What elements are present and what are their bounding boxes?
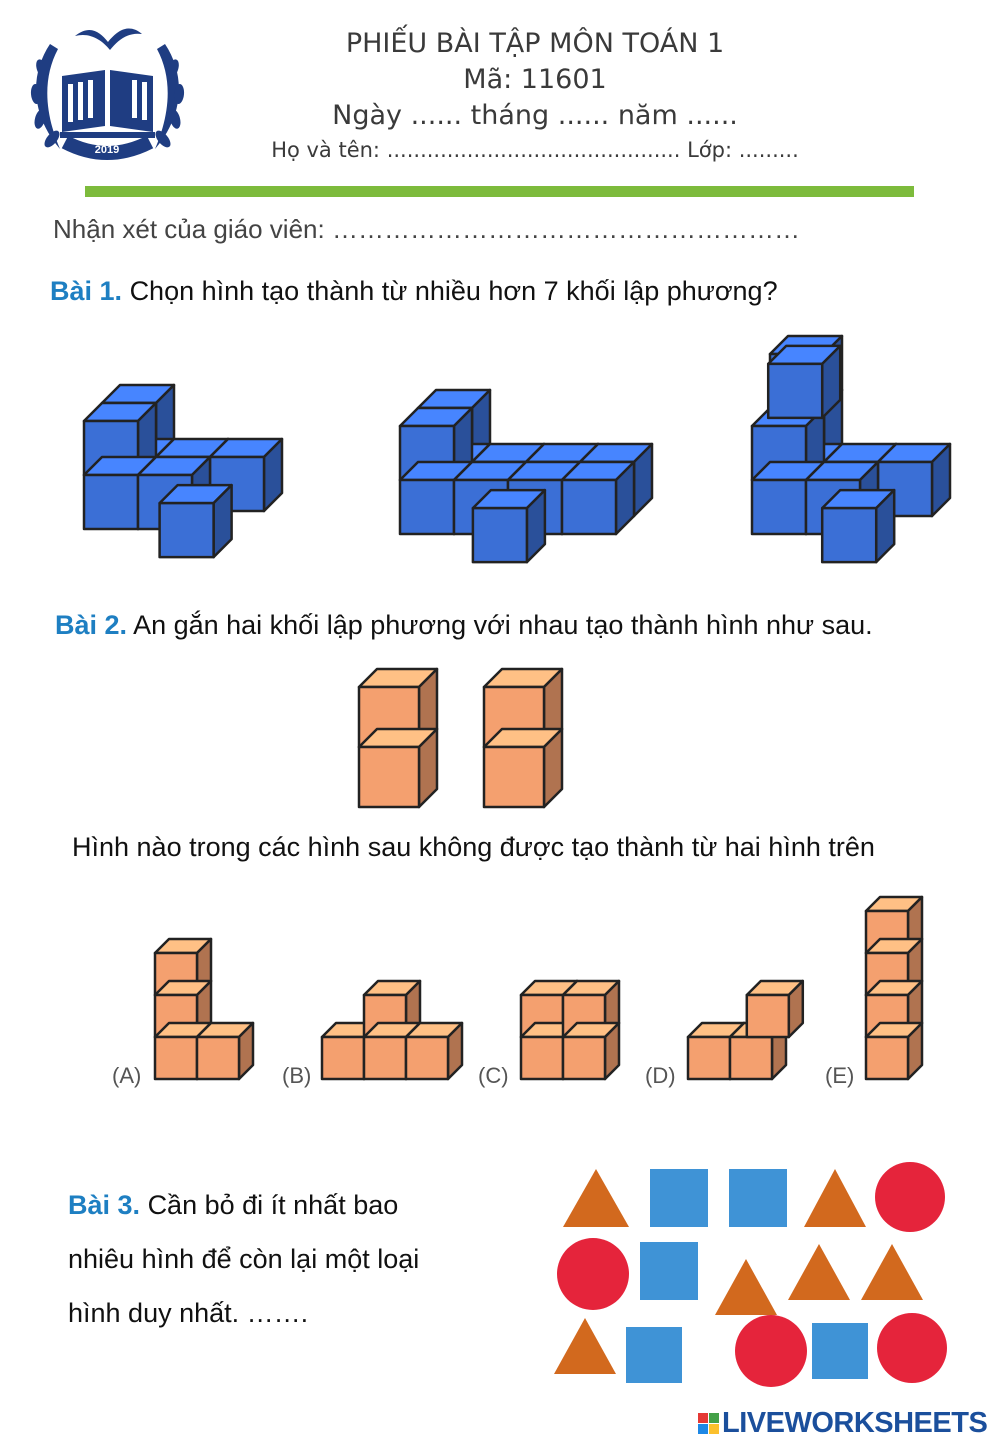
bai3-label: Bài 3. [68, 1190, 141, 1220]
circle-shape [877, 1313, 947, 1383]
triangle-shape [804, 1169, 866, 1227]
worksheet-code: Mã: 11601 [463, 64, 607, 95]
bai1-text: Chọn hình tạo thành từ nhiều hơn 7 khối lập phương? [129, 276, 778, 306]
option-label-d: (D) [645, 1063, 676, 1088]
fig1-cube [160, 485, 232, 557]
fig3-cube [768, 346, 840, 418]
bai3-line2: nhiêu hình để còn lại một loại [68, 1244, 420, 1274]
option-d-cube [747, 981, 803, 1037]
bai3-shapes [550, 1150, 970, 1400]
bai2-pieces [0, 660, 1000, 810]
bai3-question [68, 1178, 419, 1340]
triangle-shape [715, 1259, 777, 1315]
option-label-c: (C) [478, 1063, 509, 1088]
watermark-text: LIVEWORKSHEETS [722, 1406, 988, 1439]
school-logo [20, 14, 195, 169]
option-a-cube [197, 1023, 253, 1079]
bai3-line3: hình duy nhất. ……. [68, 1298, 309, 1328]
page-title: PHIẾU BÀI TẬP MÔN TOÁN 1 [345, 28, 725, 59]
bai3-line1 [68, 1178, 419, 1232]
option-label-e: (E) [825, 1063, 855, 1088]
bai1-label: Bài 1. [50, 276, 123, 306]
square-shape [650, 1169, 708, 1227]
piece1-cube [359, 729, 437, 807]
circle-shape [557, 1238, 629, 1310]
bai2-options [0, 885, 1000, 1095]
square-shape [640, 1242, 698, 1300]
option-label-b: (B) [282, 1063, 312, 1088]
header-divider [85, 186, 914, 197]
circle-shape [735, 1315, 807, 1387]
option-c-cube [563, 1023, 619, 1079]
square-shape [626, 1327, 682, 1383]
bai2-label: Bài 2. [55, 610, 128, 640]
date-line: Ngày ...... tháng ...... năm ...... [332, 100, 738, 131]
fig2-cube [562, 462, 634, 534]
fig3-cube [822, 490, 894, 562]
triangle-shape [563, 1169, 629, 1227]
bai2-question [55, 610, 873, 641]
name-class-line: Họ và tên: ............................................ Lớp: ......... [271, 138, 799, 162]
fig2-cube [473, 490, 545, 562]
option-e-cube [866, 1023, 922, 1079]
option-label-a: (A) [112, 1063, 142, 1088]
bai2-text: An gắn hai khối lập phương với nhau tạo thành hình như sau. [133, 610, 873, 640]
bai3-line1-text: Cần bỏ đi ít nhất bao [147, 1190, 399, 1220]
triangle-shape [861, 1244, 923, 1300]
bai2-subquestion: Hình nào trong các hình sau không được tạo thành từ hai hình trên [72, 832, 875, 862]
option-b-cube [406, 1023, 462, 1079]
liveworksheets-watermark [698, 1408, 987, 1438]
piece2-cube [484, 729, 562, 807]
square-shape [812, 1323, 868, 1379]
bai1-figures [0, 330, 1000, 570]
teacher-comment: Nhận xét của giáo viên: ……………………………………………… [53, 214, 800, 244]
logo-year: 2019 [94, 144, 120, 156]
bai1-question [50, 276, 778, 307]
circle-shape [875, 1162, 945, 1232]
triangle-shape [788, 1244, 850, 1300]
square-shape [729, 1169, 787, 1227]
liveworksheets-logo-icon [698, 1413, 719, 1434]
triangle-shape [554, 1318, 616, 1374]
